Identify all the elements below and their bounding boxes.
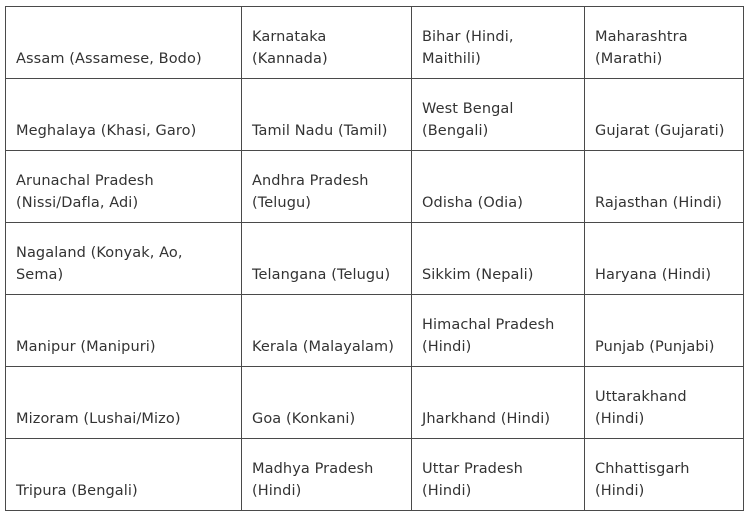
table-cell: Madhya Pradesh (Hindi): [242, 439, 412, 511]
table-cell: Manipur (Manipuri): [6, 295, 242, 367]
table-cell: Karnataka (Kannada): [242, 7, 412, 79]
table-cell: West Bengal (Bengali): [412, 79, 585, 151]
table-cell: Gujarat (Gujarati): [585, 79, 744, 151]
table-row: [6, 295, 744, 367]
table-cell: Arunachal Pradesh (Nissi/Dafla, Adi): [6, 151, 242, 223]
states-languages-table-wrapper: [5, 6, 743, 511]
table-row: [6, 151, 744, 223]
table-cell: Goa (Konkani): [242, 367, 412, 439]
table-cell: Uttar Pradesh (Hindi): [412, 439, 585, 511]
table-cell: Telangana (Telugu): [242, 223, 412, 295]
states-languages-table: [5, 6, 744, 511]
table-row: [6, 7, 744, 79]
table-cell: Assam (Assamese, Bodo): [6, 7, 242, 79]
table-cell: Punjab (Punjabi): [585, 295, 744, 367]
table-cell: Haryana (Hindi): [585, 223, 744, 295]
table-cell: Nagaland (Konyak, Ao, Sema): [6, 223, 242, 295]
table-row: [6, 367, 744, 439]
table-cell: Uttarakhand (Hindi): [585, 367, 744, 439]
table-cell: Rajasthan (Hindi): [585, 151, 744, 223]
table-cell: Sikkim (Nepali): [412, 223, 585, 295]
table-cell: Kerala (Malayalam): [242, 295, 412, 367]
table-row: [6, 79, 744, 151]
table-cell: Chhattisgarh (Hindi): [585, 439, 744, 511]
table-cell: Maharashtra (Marathi): [585, 7, 744, 79]
table-row: [6, 223, 744, 295]
table-row: [6, 439, 744, 511]
table-cell: Jharkhand (Hindi): [412, 367, 585, 439]
table-cell: Odisha (Odia): [412, 151, 585, 223]
table-cell: Mizoram (Lushai/Mizo): [6, 367, 242, 439]
table-cell: Andhra Pradesh (Telugu): [242, 151, 412, 223]
table-cell: Bihar (Hindi, Maithili): [412, 7, 585, 79]
table-cell: Himachal Pradesh (Hindi): [412, 295, 585, 367]
table-cell: Tamil Nadu (Tamil): [242, 79, 412, 151]
table-cell: Tripura (Bengali): [6, 439, 242, 511]
table-cell: Meghalaya (Khasi, Garo): [6, 79, 242, 151]
